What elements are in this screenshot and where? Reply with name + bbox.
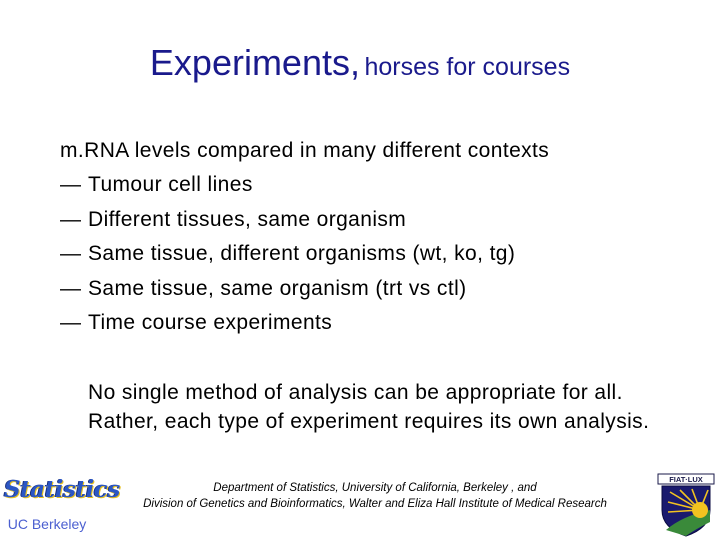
conclusion-paragraph: No single method of analysis can be appropriate for all. Rather, each type of experiment requires its own analysis. — [88, 381, 650, 433]
statistics-logo — [4, 472, 120, 538]
bullet-list — [60, 171, 515, 344]
slide-title-main: Experiments, — [149, 42, 360, 83]
bullet-item — [60, 206, 515, 241]
slide-title-sub: horses for courses — [364, 53, 571, 81]
bullet-item — [60, 171, 515, 206]
bullet-dash: — — [60, 242, 82, 265]
fiat-lux-banner: FIAT·LUX — [669, 475, 703, 484]
intro-line: m.RNA levels compared in many different contexts — [60, 139, 550, 162]
fiat-lux-seal-icon — [654, 470, 718, 540]
bullet-dash: — — [60, 173, 82, 196]
bullet-text: Same tissue, same organism (trt vs ctl) — [88, 276, 467, 300]
bullet-item — [60, 309, 515, 344]
footer-credits — [100, 480, 650, 512]
footer-line-1: Department of Statistics, University of California, Berkeley , and — [213, 482, 537, 494]
bullet-text: Same tissue, different organisms (wt, ko, tg) — [88, 242, 516, 265]
bullet-dash: — — [60, 276, 82, 300]
statistics-logo-word: Statistics — [4, 476, 120, 503]
bullet-item — [60, 240, 515, 275]
bullet-dash: — — [60, 207, 82, 231]
bullet-dash: — — [60, 311, 82, 334]
bullet-text: Different tissues, same organism — [88, 207, 407, 231]
uc-berkeley-label: UC Berkeley — [7, 516, 87, 532]
bullet-text: Time course experiments — [88, 311, 333, 334]
footer-line-2: Division of Genetics and Bioinformatics, Walter and Eliza Hall Institute of Medical Research — [143, 498, 607, 510]
fiat-lux-seal — [654, 470, 718, 540]
bullet-item — [60, 275, 515, 310]
slide-title — [0, 42, 720, 84]
bullet-text: Tumour cell lines — [88, 173, 253, 196]
